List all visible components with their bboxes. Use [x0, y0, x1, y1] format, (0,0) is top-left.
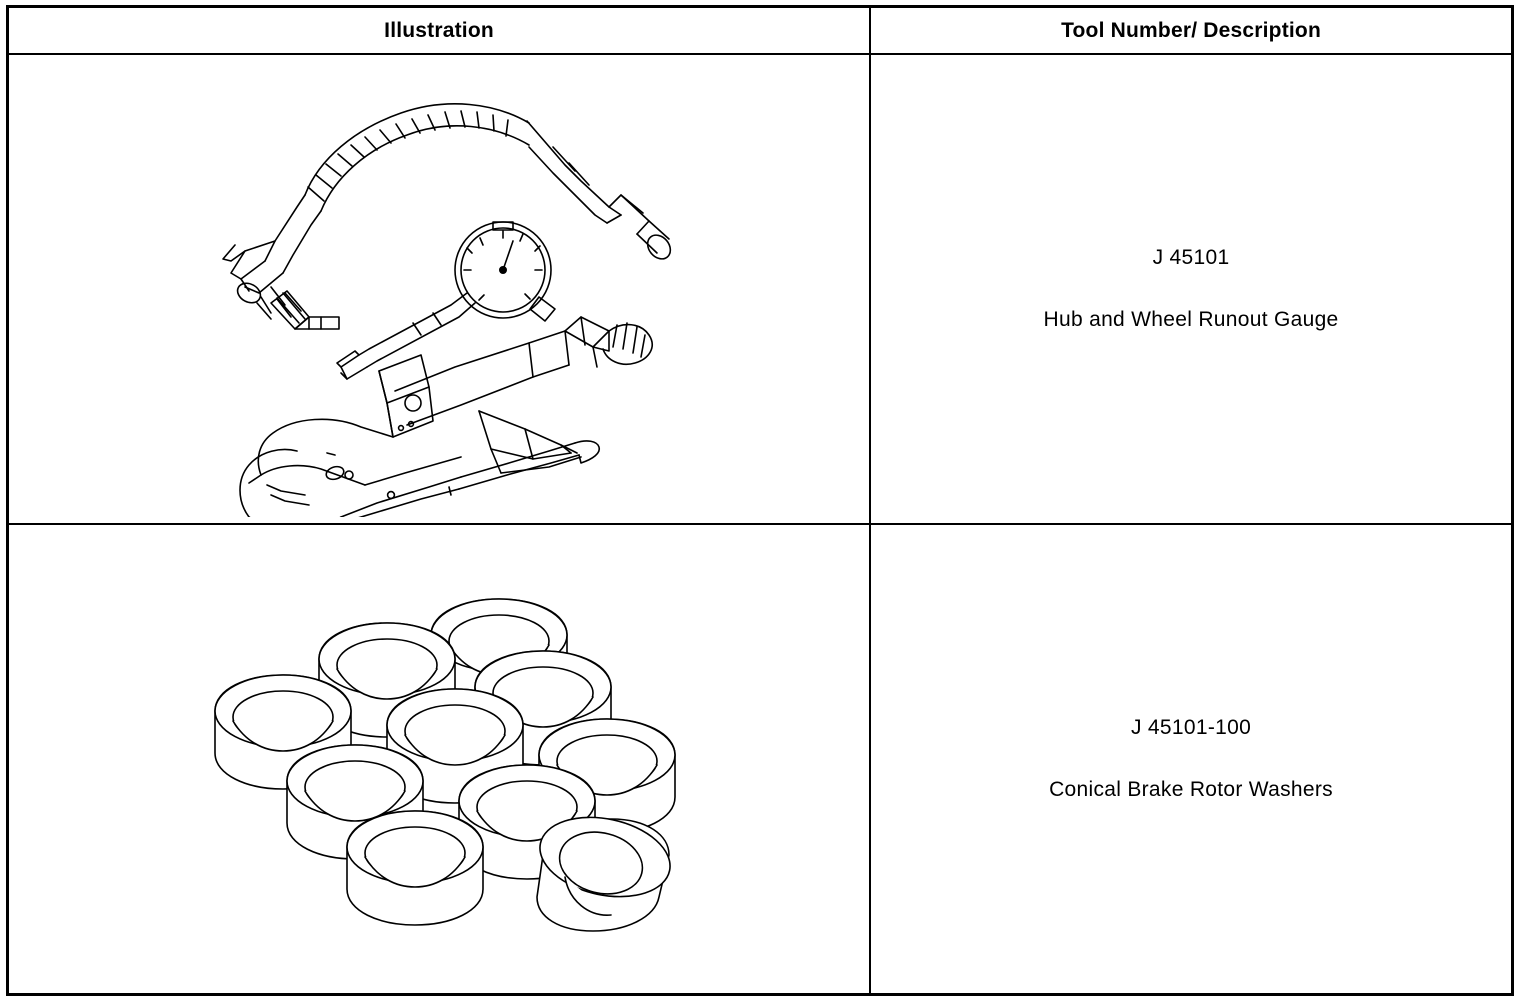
tool-description: Conical Brake Rotor Washers: [1049, 777, 1333, 801]
tool-description: Hub and Wheel Runout Gauge: [1043, 307, 1339, 331]
description-cell-runout-gauge: [870, 54, 1512, 524]
special-tools-table: [6, 5, 1514, 996]
table-header-row: [8, 7, 1513, 55]
table-row: [8, 524, 1513, 995]
washer: [533, 806, 678, 931]
illustration-cell-conical-washers: [8, 524, 871, 995]
column-header-illustration: Illustration: [8, 7, 871, 55]
illustration-cell-runout-gauge: [8, 54, 871, 524]
conical-brake-rotor-washers-illustration: [9, 525, 869, 987]
hub-wheel-runout-gauge-illustration: [9, 55, 869, 517]
tool-number: J 45101-100: [1131, 715, 1252, 739]
tool-number: J 45101: [1152, 245, 1230, 269]
column-header-description: Tool Number/ Description: [870, 7, 1512, 55]
description-cell-conical-washers: [870, 524, 1512, 995]
washer: [347, 811, 483, 925]
table-body: [8, 54, 1513, 995]
table-row: [8, 54, 1513, 524]
table-header: [8, 7, 1513, 55]
